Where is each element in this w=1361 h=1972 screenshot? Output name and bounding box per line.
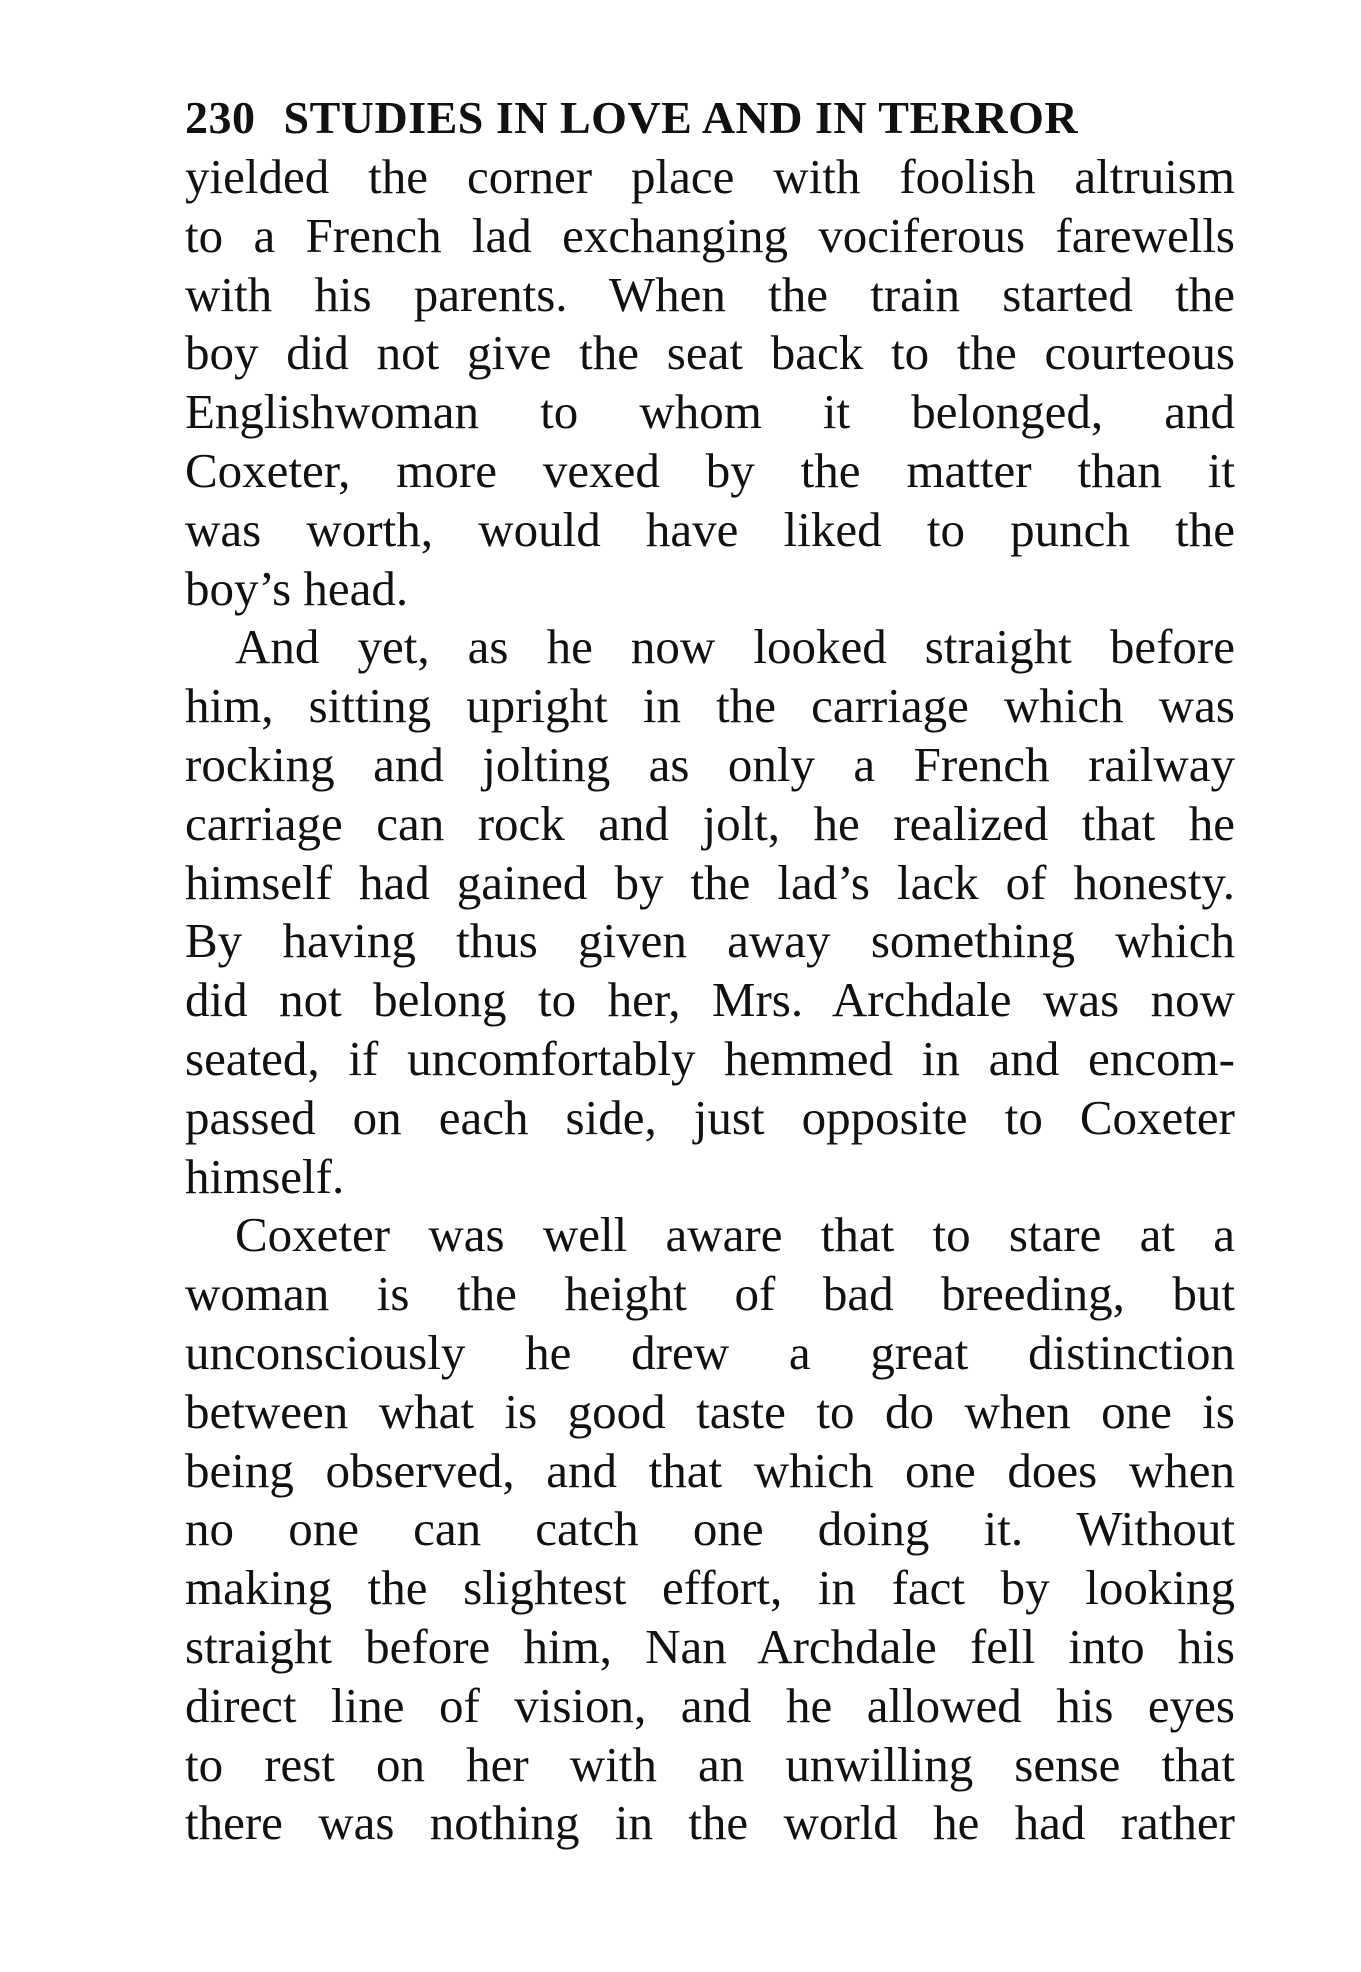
text-line: himself. <box>185 1148 345 1204</box>
text-line: direct line of vision, and he allowed his eyes <box>185 1677 1235 1733</box>
text-line: boy’s head. <box>185 560 409 616</box>
text-line: no one can catch one doing it. Without <box>185 1501 1235 1557</box>
text-line: between what is good taste to do when one is <box>185 1383 1235 1439</box>
running-title: STUDIES IN LOVE AND IN TERROR <box>283 92 1079 143</box>
text-line: did not belong to her, Mrs. Archdale was now <box>185 972 1235 1028</box>
text-line: with his parents. When the train started the <box>185 266 1235 322</box>
text-line: was worth, would have liked to punch the <box>185 501 1235 557</box>
book-page <box>185 88 1235 1853</box>
text-line: being observed, and that which one does when <box>185 1442 1235 1498</box>
text-line: carriage can rock and jolt, he realized that he <box>185 795 1235 851</box>
text-line: Coxeter was well aware that to stare at a <box>235 1207 1235 1263</box>
text-line: Coxeter, more vexed by the matter than it <box>185 442 1235 498</box>
text-line: himself had gained by the lad’s lack of honesty. <box>185 854 1235 910</box>
paragraph-2 <box>185 618 1235 1206</box>
paragraph-3 <box>185 1206 1235 1853</box>
text-line: unconsciously he drew a great distinction <box>185 1324 1235 1380</box>
text-line: him, sitting upright in the carriage which was <box>185 678 1235 734</box>
text-line: to a French lad exchanging vociferous farewells <box>185 207 1235 263</box>
running-head <box>185 88 1235 148</box>
text-line: straight before him, Nan Archdale fell into his <box>185 1618 1235 1674</box>
text-line: yielded the corner place with foolish altruism <box>185 149 1235 204</box>
text-line: Englishwoman to whom it belonged, and <box>185 384 1235 440</box>
text-line: And yet, as he now looked straight before <box>235 619 1235 675</box>
text-line: to rest on her with an unwilling sense that <box>185 1736 1235 1792</box>
text-line: making the slightest effort, in fact by looking <box>185 1560 1235 1616</box>
paragraph-1 <box>185 148 1235 618</box>
text-line: By having thus given away something which <box>185 913 1235 969</box>
text-line: there was nothing in the world he had rather <box>185 1795 1235 1851</box>
text-line: woman is the height of bad breeding, but <box>185 1266 1235 1322</box>
page-number: 230 <box>185 92 256 143</box>
text-line: passed on each side, just opposite to Coxeter <box>185 1089 1235 1145</box>
text-line: rocking and jolting as only a French railway <box>185 736 1235 792</box>
text-line: boy did not give the seat back to the courteous <box>185 325 1235 381</box>
text-line: seated, if uncomfortably hemmed in and encom- <box>185 1030 1235 1086</box>
